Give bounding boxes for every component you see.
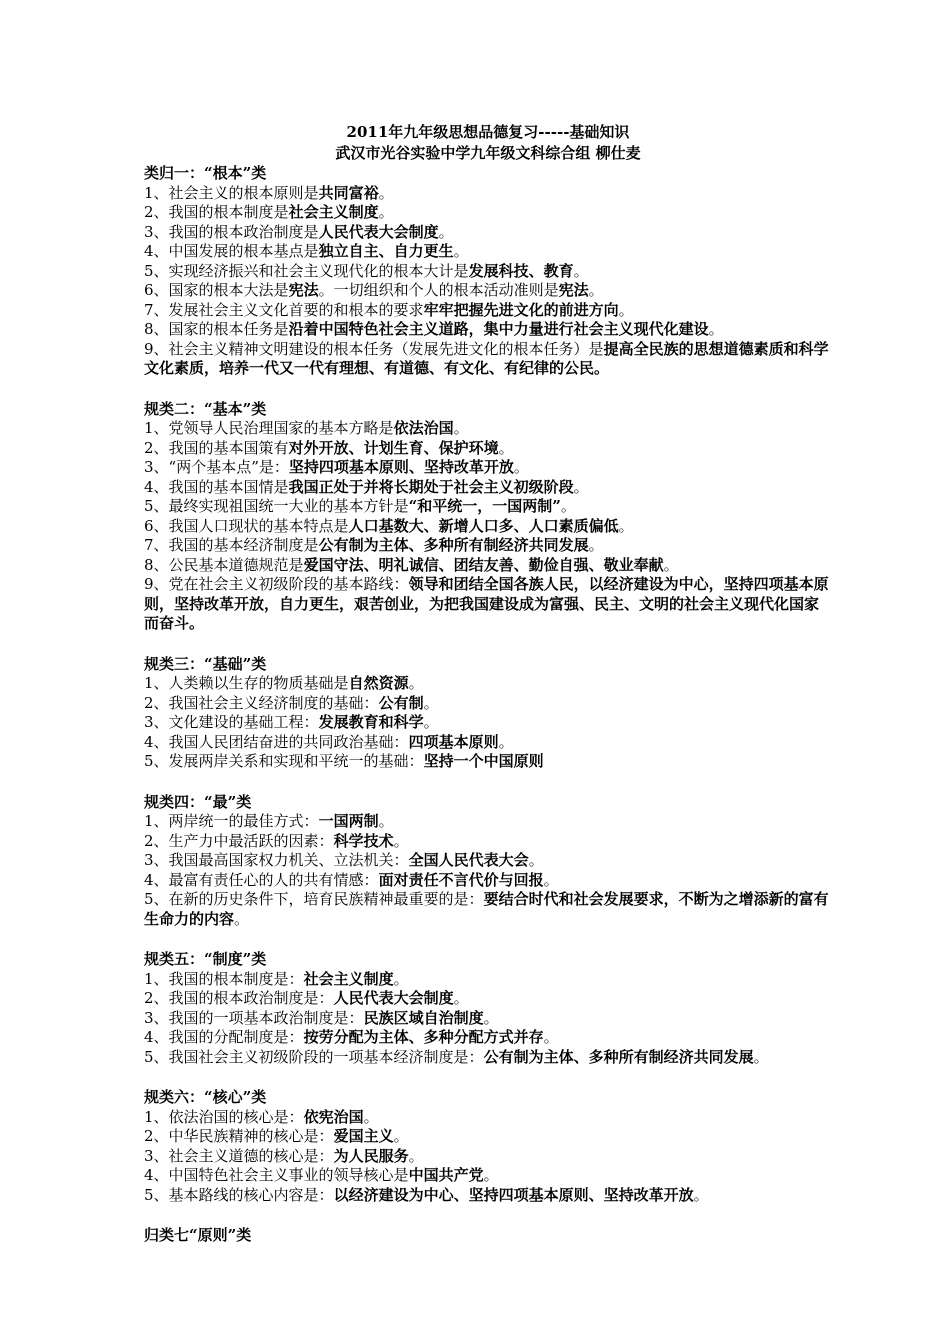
- section-most: [144, 793, 830, 930]
- section-principle: [144, 1226, 830, 1246]
- list-item: 4、最富有责任心的人的共有情感：面对责任不言代价与回报。: [144, 870, 559, 889]
- list-item: 5、最终实现祖国统一大业的基本方针是“和平统一，一国两制”。: [144, 497, 576, 515]
- list-item: 3、“两个基本点”是：坚持四项基本原则、坚持改革开放。: [144, 458, 529, 476]
- section-system: [144, 950, 830, 1067]
- list-item: 3、我国的根本政治制度是人民代表大会制度。: [144, 222, 454, 241]
- list-item: 9、党在社会主义初级阶段的基本路线：领导和团结全国各族人民，以经济建设为中心，坚持四项基本原则，坚持改革开放，自力更生，艰苦创业，为把我国建设成为富强、民主、文明的社会主义现代化国家而奋斗。: [144, 575, 829, 632]
- list-item: 2、生产力中最活跃的因素：科学技术。: [144, 831, 409, 850]
- section-basic: [144, 400, 830, 634]
- list-item: 3、我国的一项基本政治制度是：民族区域自治制度。: [144, 1008, 499, 1027]
- list-item: 4、我国的基本国情是我国正处于并将长期处于社会主义初级阶段。: [144, 477, 589, 496]
- list-item: 1、两岸统一的最佳方式：一国两制。: [144, 812, 394, 830]
- list-item: 1、人类赖以生存的物质基础是自然资源。: [144, 674, 424, 692]
- list-item: 4、中国特色社会主义事业的领导核心是中国共产党。: [144, 1166, 499, 1184]
- list-item: 2、我国的根本政治制度是：人民代表大会制度。: [144, 989, 469, 1007]
- list-item: 6、我国人口现状的基本特点是人口基数大、新增人口多、人口素质偏低。: [144, 516, 634, 535]
- list-item: 2、我国社会主义经济制度的基础：公有制。: [144, 693, 439, 712]
- section-heading: 规类二：“基本”类: [144, 399, 267, 418]
- document-subtitle: 武汉市光谷实验中学九年级文科综合组 柳仕麦: [335, 144, 641, 162]
- list-item: 1、依法治国的核心是：依宪治国。: [144, 1107, 379, 1126]
- list-item: 2、中华民族精神的核心是：爱国主义。: [144, 1127, 409, 1145]
- list-item: 5、发展两岸关系和实现和平统一的基础：坚持一个中国原则: [144, 752, 544, 770]
- list-item: 4、我国人民团结奋进的共同政治基础：四项基本原则。: [144, 732, 514, 751]
- list-item: 5、基本路线的核心内容是：以经济建设为中心、坚持四项基本原则、坚持改革开放。: [144, 1185, 709, 1204]
- list-item: 1、我国的根本制度是：社会主义制度。: [144, 969, 409, 988]
- list-item: 4、中国发展的根本基点是独立自主、自力更生。: [144, 242, 469, 260]
- section-heading: 类归一：“根本”类: [144, 164, 267, 182]
- list-item: 7、我国的基本经济制度是公有制为主体、多种所有制经济共同发展。: [144, 536, 604, 554]
- list-item: 5、实现经济振兴和社会主义现代化的根本大计是发展科技、教育。: [144, 261, 589, 280]
- list-item: 8、公民基本道德规范是爱国守法、明礼诚信、团结友善、勤俭自强、敬业奉献。: [144, 555, 679, 574]
- list-item: 8、国家的根本任务是沿着中国特色社会主义道路，集中力量进行社会主义现代化建设。: [144, 320, 724, 338]
- list-item: 7、发展社会主义文化首要的和根本的要求牢牢把握先进文化的前进方向。: [144, 300, 634, 319]
- section-heading: 规类三：“基础”类: [144, 654, 267, 673]
- list-item: 3、我国最高国家权力机关、立法机关：全国人民代表大会。: [144, 851, 544, 869]
- list-item: 5、在新的历史条件下，培育民族精神最重要的是：要结合时代和社会发展要求，不断为之增添新的富有生命力的内容。: [144, 890, 829, 928]
- section-heading: 规类四：“最”类: [144, 792, 252, 811]
- list-item: 4、我国的分配制度是：按劳分配为主体、多种分配方式并存。: [144, 1028, 559, 1046]
- section-heading: 规类六：“核心”类: [144, 1088, 267, 1106]
- section-heading: 规类五：“制度”类: [144, 950, 267, 968]
- list-item: 5、我国社会主义初级阶段的一项基本经济制度是：公有制为主体、多种所有制经济共同发展。: [144, 1047, 769, 1066]
- list-item: 1、社会主义的根本原则是共同富裕。: [144, 183, 394, 202]
- list-item: 3、社会主义道德的核心是：为人民服务。: [144, 1146, 424, 1165]
- section-root: [144, 164, 830, 379]
- list-item: 2、我国的根本制度是社会主义制度。: [144, 203, 394, 221]
- list-item: 1、党领导人民治理国家的基本方略是依法治国。: [144, 419, 469, 437]
- list-item: 2、我国的基本国策有对外开放、计划生育、保护环境。: [144, 438, 514, 457]
- section-core: [144, 1088, 830, 1205]
- list-item: 6、国家的根本大法是宪法。一切组织和个人的根本活动准则是宪法。: [144, 281, 604, 299]
- list-item: 9、社会主义精神文明建设的根本任务（发展先进文化的根本任务）是提高全民族的思想道德素质和科学文化素质，培养一代又一代有理想、有道德、有文化、有纪律的公民。: [144, 339, 829, 377]
- document-title: 2011年九年级思想品德复习-----基础知识: [346, 123, 630, 141]
- section-foundation: [144, 655, 830, 772]
- section-heading: 归类七“原则”类: [144, 1226, 252, 1244]
- list-item: 3、文化建设的基础工程：发展教育和科学。: [144, 713, 439, 731]
